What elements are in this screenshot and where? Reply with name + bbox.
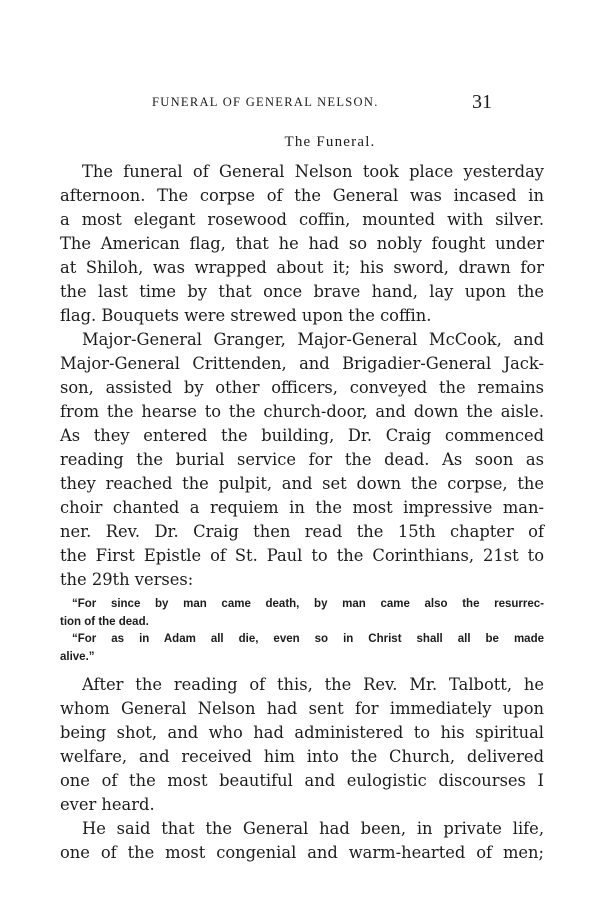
paragraph-procession <box>60 328 544 592</box>
text-line: The American flag, that he had so nobly fought under <box>60 234 544 253</box>
text-line: ner. Rev. Dr. Craig then read the 15th chapter of <box>60 522 544 541</box>
text-line: the First Epistle of St. Paul to the Corinthians, 21st to <box>60 546 544 565</box>
text-line: whom General Nelson had sent for immediately upon <box>60 699 544 718</box>
section-title: The Funeral. <box>284 134 376 150</box>
text-line: ever heard. <box>60 795 155 814</box>
text-line: being shot, and who had administered to his spiritual <box>60 723 544 742</box>
text-line: As they entered the building, Dr. Craig commenced <box>60 426 544 445</box>
page-number: 31 <box>472 91 492 113</box>
paragraph-funeral-description <box>60 160 544 328</box>
running-head <box>152 93 492 115</box>
text-line: Major-General Crittenden, and Brigadier-General Jack- <box>60 354 544 373</box>
text-line: He said that the General had been, in private life, <box>82 819 544 838</box>
text-line: one of the most beautiful and eulogistic discourses I <box>60 771 544 790</box>
text-line: at Shiloh, was wrapped about it; his sword, drawn for <box>60 258 544 277</box>
text-line: reading the burial service for the dead. As soon as <box>60 450 544 469</box>
quote-line: tion of the dead. <box>60 615 149 628</box>
text-line: welfare, and received him into the Church, delivered <box>60 747 544 766</box>
text-line: the 29th verses: <box>60 570 194 589</box>
text-line: the last time by that once brave hand, lay upon the <box>60 282 544 301</box>
quote-line: alive.” <box>60 650 95 663</box>
text-line: afternoon. The corpse of the General was incased in <box>60 186 544 205</box>
text-line: one of the most congenial and warm-hearted of men; <box>60 843 544 862</box>
quote-line: “For as in Adam all die, even so in Christ shall all be made <box>72 633 544 645</box>
paragraph-eulogy <box>60 817 544 865</box>
text-line: The funeral of General Nelson took place yesterday <box>82 162 544 181</box>
text-line: Major-General Granger, Major-General McCook, and <box>82 330 544 349</box>
text-line: son, assisted by other officers, conveyed the remains <box>60 378 544 397</box>
quote-line: “For since by man came death, by man came also the resurrec- <box>72 598 544 610</box>
text-line: a most elegant rosewood coffin, mounted with silver. <box>60 210 544 229</box>
body-text <box>60 160 544 865</box>
text-line: flag. Bouquets were strewed upon the coffin. <box>60 306 432 325</box>
scripture-quote <box>60 596 544 666</box>
text-line: from the hearse to the church-door, and down the aisle. <box>60 402 544 421</box>
running-title: FUNERAL OF GENERAL NELSON. <box>152 95 379 109</box>
paragraph-talbott <box>60 673 544 817</box>
text-line: they reached the pulpit, and set down the corpse, the <box>60 474 544 493</box>
text-line: After the reading of this, the Rev. Mr. Talbott, he <box>82 675 544 694</box>
text-line: choir chanted a requiem in the most impressive man- <box>60 498 544 517</box>
